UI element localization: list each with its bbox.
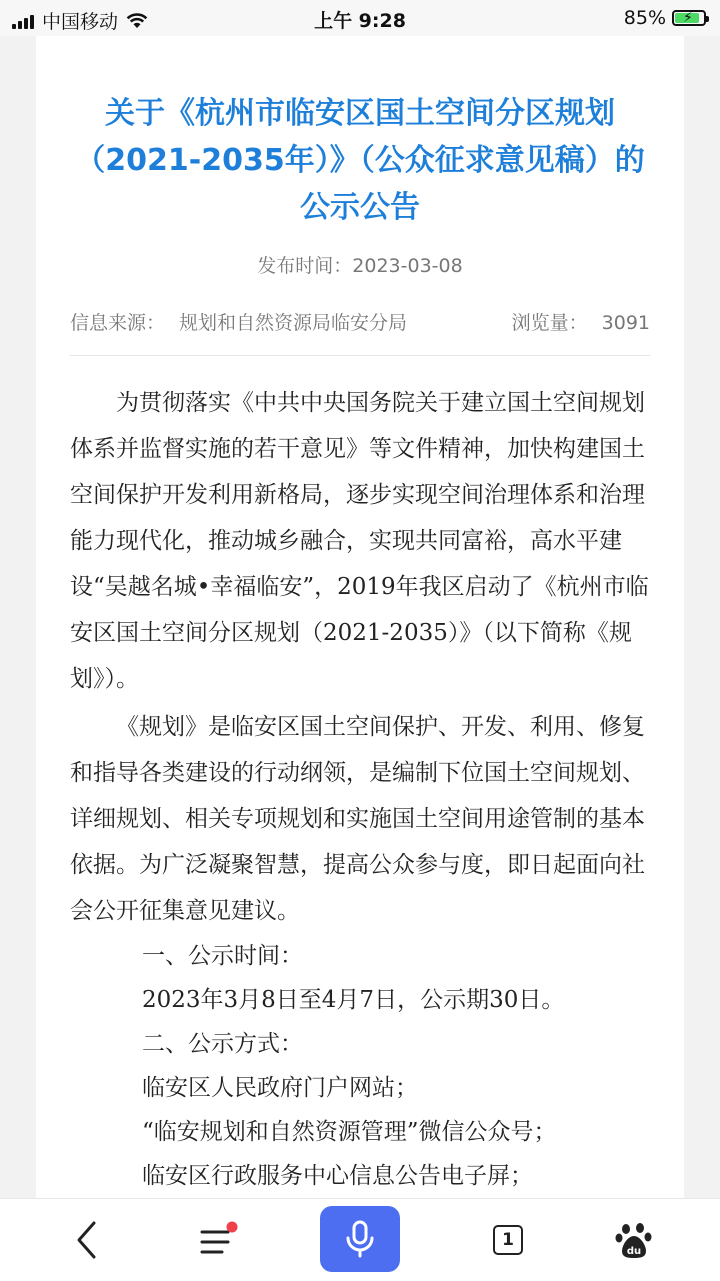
carrier-name: 中国移动 (42, 11, 119, 33)
article-body (70, 380, 650, 1242)
bottom-nav-bar (0, 1198, 720, 1281)
body-line: 二、公示方式： (142, 1031, 303, 1057)
body-line: “临安规划和自然资源管理”微信公众号； (142, 1119, 557, 1145)
view-count (512, 308, 650, 335)
svg-text:du: du (626, 1246, 642, 1257)
body-line: 2023年3月8日至4月7日，公示期30日。 (142, 987, 565, 1013)
views-value: 3091 (601, 312, 650, 334)
battery-percent: 85% (623, 7, 666, 29)
back-arrow-icon (74, 1220, 98, 1260)
tabs-button[interactable] (478, 1199, 538, 1281)
voice-search-button[interactable] (320, 1206, 400, 1272)
microphone-icon (343, 1219, 377, 1259)
source-value: 规划和自然资源局临安分局 (179, 312, 408, 334)
tab-count: 1 (502, 1230, 514, 1250)
paragraph: 《规划》是临安区国土空间保护、开发、利用、修复和指导各类建设的行动纲领，是编制下位国土空间规划、详细规划、相关专项规划和实施国土空间用途管制的基本依据。为广泛凝聚智慧，提高公众参与度，即日起面向社会公开征集意见建议。 (70, 714, 645, 924)
source-info (70, 308, 407, 335)
battery-charging-icon: ⚡ (672, 10, 706, 26)
body-line: 一、公示时间： (142, 943, 303, 969)
article-title: 关于《杭州市临安区国土空间分区规划（2021-2035年）》（公众征求意见稿）的公示公告 (75, 96, 645, 225)
publish-date-label: 发布时间： (257, 255, 353, 277)
status-bar (0, 0, 720, 36)
publish-date-value: 2023-03-08 (352, 255, 463, 277)
status-right (624, 7, 706, 29)
article-meta (70, 308, 650, 356)
baidu-home-button[interactable] (602, 1199, 666, 1281)
notification-dot (227, 1222, 238, 1233)
tabs-icon (493, 1225, 523, 1255)
article-card (36, 36, 684, 1198)
body-line: 临安区行政服务中心信息公告电子屏； (142, 1163, 533, 1189)
publish-date-row (36, 251, 684, 278)
menu-icon (192, 1218, 240, 1262)
views-label: 浏览量： (511, 312, 588, 334)
menu-button[interactable] (186, 1199, 246, 1281)
source-label: 信息来源： (70, 312, 166, 334)
body-line: 临安区人民政府门户网站； (142, 1075, 418, 1101)
baidu-paw-icon (614, 1220, 654, 1260)
back-button[interactable] (56, 1199, 116, 1281)
status-time: 上午 9:28 (314, 10, 406, 32)
paragraph: 为贯彻落实《中共中央国务院关于建立国土空间规划体系并监督实施的若干意见》等文件精神，加快构建国土空间保护开发利用新格局，逐步实现空间治理体系和治理能力现代化，推动城乡融合，实现共同富裕，高水平建设“吴越名城•幸福临安”，2019年我区启动了《杭州市临安区国土空间分区规划（2021-2035）》（以下简称《规划》）。 (70, 390, 649, 692)
